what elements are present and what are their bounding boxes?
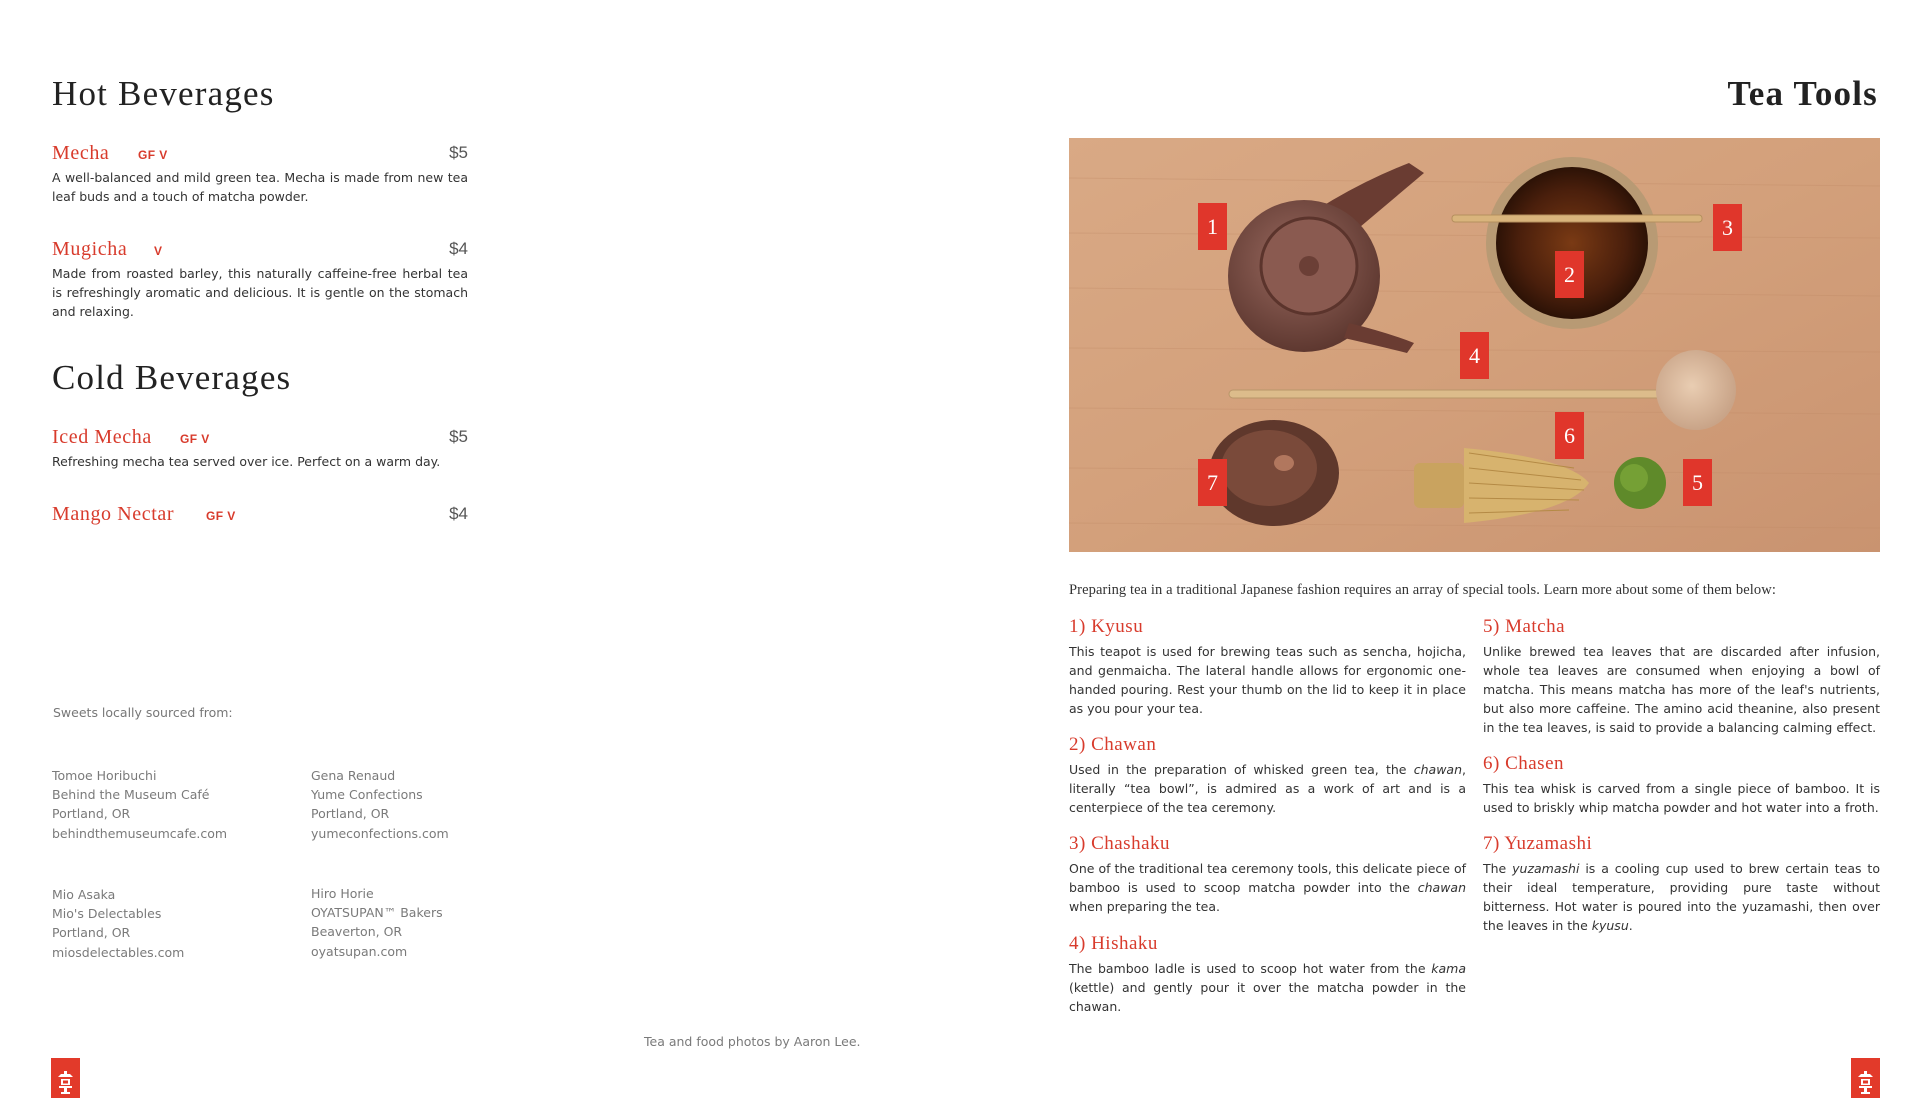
vendor-person: Mio Asaka — [52, 887, 116, 902]
tool-description: This teapot is used for brewing teas such as sencha, hojicha, and genmaicha. The lateral handle allows for ergonomic one-handed pouring. Rest your thumb on the lid to keep it in place as you pour your tea. — [1069, 644, 1466, 717]
tool-name: 6) Chasen — [1483, 753, 1565, 774]
diet-tags: V — [154, 244, 163, 258]
tool-name: 3) Chashaku — [1069, 833, 1171, 854]
tools-intro: Preparing tea in a traditional Japanese fashion requires an array of special tools. Learn more about some of them below: — [1069, 582, 1776, 598]
hot-beverages-title: Hot Beverages — [52, 74, 275, 113]
tool-name: 2) Chawan — [1069, 734, 1157, 755]
vendor-business: OYATSUPAN™ Bakers — [311, 905, 443, 921]
vendor-city: Portland, OR — [311, 806, 390, 822]
photo-marker-4: 4 — [1460, 332, 1489, 379]
menu-item-price: $5 — [449, 427, 468, 446]
vendor-card — [311, 884, 443, 961]
menu-item-price: $4 — [449, 239, 468, 258]
tool-name: 4) Hishaku — [1069, 933, 1158, 954]
diet-tags: GF V — [206, 509, 236, 523]
diet-tags: GF V — [138, 148, 168, 162]
photo-marker-6: 6 — [1555, 412, 1584, 459]
desc-text: The — [1483, 861, 1513, 876]
tool-description: Unlike brewed tea leaves that are discarded after infusion, whole tea leaves are consumed when enjoying a bowl of matcha. This means matcha has more of the leaf's nutrients, but also more caffeine. The amino acid theanine, also present in the tea leaves, is said to provide a balancing calming effect. — [1483, 644, 1880, 736]
tool-name: 1) Kyusu — [1069, 616, 1144, 637]
menu-item-price: $5 — [449, 143, 468, 162]
desc-term: chawan — [1417, 880, 1466, 896]
photo-marker-1: 1 — [1198, 203, 1227, 250]
vendor-business: Behind the Museum Café — [52, 787, 210, 803]
vendor-person: Hiro Horie — [311, 886, 374, 901]
menu-item-price: $4 — [449, 504, 468, 523]
vendor-card — [311, 766, 449, 843]
tool-description — [1069, 859, 1466, 916]
desc-text: One of the traditional tea ceremony tools, this delicate piece of bamboo is used to scoop matcha powder into the — [1069, 861, 1466, 896]
photo-credit: Tea and food photos by Aaron Lee. — [644, 1034, 861, 1049]
menu-item-name: Mango Nectar — [52, 503, 175, 525]
desc-text: Used in the preparation of whisked green tea, the — [1069, 762, 1414, 777]
vendor-website: oyatsupan.com — [311, 943, 408, 959]
photo-marker-2: 2 — [1555, 251, 1584, 298]
tool-name: 5) Matcha — [1483, 616, 1566, 637]
tea-tools-photo — [1069, 138, 1880, 552]
desc-text: when preparing the tea. — [1069, 899, 1220, 915]
desc-term: yuzamashi — [1512, 861, 1580, 876]
lantern-icon — [56, 1071, 75, 1095]
desc-text: The bamboo ladle is used to scoop hot water from the — [1069, 961, 1432, 976]
vendor-website: behindthemuseumcafe.com — [52, 825, 228, 841]
desc-term: kama — [1431, 961, 1466, 976]
desc-term: kyusu — [1591, 918, 1629, 934]
lantern-logo — [51, 1058, 80, 1098]
vendor-website: yumeconfections.com — [311, 825, 449, 841]
vendor-person: Tomoe Horibuchi — [52, 768, 157, 783]
tool-name: 7) Yuzamashi — [1483, 833, 1593, 854]
vendor-card — [52, 885, 184, 962]
menu-item-name: Iced Mecha — [52, 426, 152, 448]
menu-item-description: Refreshing mecha tea served over ice. Perfect on a warm day. — [52, 454, 441, 469]
sources-title: Sweets locally sourced from: — [53, 705, 233, 720]
tea-tools-title: Tea Tools — [1727, 74, 1878, 113]
tool-description: This tea whisk is carved from a single piece of bamboo. It is used to briskly whip matcha powder and hot water into a froth. — [1483, 781, 1880, 816]
vendor-website: miosdelectables.com — [52, 944, 185, 960]
vendor-business: Mio's Delectables — [52, 906, 162, 922]
photo-marker-3: 3 — [1713, 204, 1742, 251]
tool-description — [1069, 959, 1466, 1016]
vendor-city: Portland, OR — [52, 925, 131, 941]
desc-text: is a cooling cup used to brew certain teas to their ideal temperature, providing pure taste without bitterness. Hot water is poured into the yuzamashi, then over the leaves in the — [1483, 861, 1880, 934]
cold-beverages-title: Cold Beverages — [52, 358, 292, 397]
vendor-card — [52, 766, 227, 843]
desc-text: , literally “tea bowl”, is admired as a work of art and is a centerpiece of the tea ceremony. — [1069, 762, 1466, 816]
desc-term: chawan — [1413, 762, 1463, 777]
photo-marker-7: 7 — [1198, 459, 1227, 506]
photo-marker-5: 5 — [1683, 459, 1712, 506]
diet-tags: GF V — [180, 432, 210, 446]
tool-description — [1069, 760, 1466, 817]
menu-item-description: A well-balanced and mild green tea. Mecha is made from new tea leaf buds and a touch of matcha powder. — [52, 170, 468, 204]
desc-text: (kettle) and gently pour it over the matcha powder in the chawan. — [1069, 980, 1466, 1015]
tool-description — [1483, 859, 1880, 935]
lantern-logo — [1851, 1058, 1880, 1098]
lantern-icon — [1856, 1071, 1875, 1095]
menu-item-name: Mecha — [52, 142, 110, 164]
vendor-person: Gena Renaud — [311, 768, 396, 783]
menu-item-description: Made from roasted barley, this naturally caffeine-free herbal tea is refreshingly aromatic and delicious. It is gentle on the stomach and relaxing. — [52, 266, 468, 319]
desc-text: . — [1628, 918, 1633, 934]
vendor-city: Portland, OR — [52, 806, 131, 822]
vendor-business: Yume Confections — [311, 787, 423, 803]
menu-item-name: Mugicha — [52, 238, 128, 260]
vendor-city: Beaverton, OR — [311, 924, 403, 940]
